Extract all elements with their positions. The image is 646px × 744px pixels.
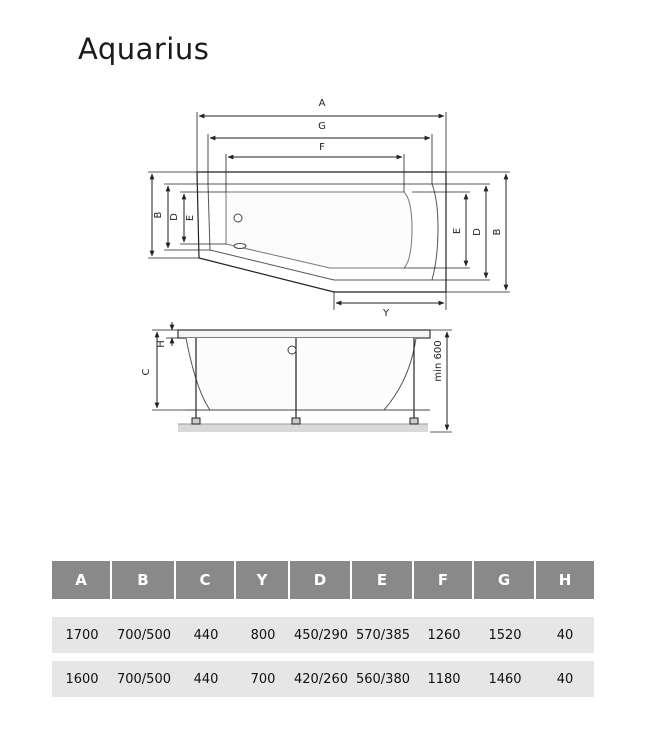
cell-a: 1700 [65, 627, 99, 643]
dim-label-f: F [319, 142, 325, 153]
cell-a: 1600 [65, 671, 99, 687]
page-title: Aquarius [78, 32, 210, 66]
dim-label-y: Y [382, 308, 390, 319]
cell-c: 440 [193, 627, 219, 643]
header-g: G [474, 561, 536, 599]
cell-y: 700 [250, 671, 276, 687]
header-e: E [352, 561, 414, 599]
top-view [148, 112, 510, 310]
header-c: C [176, 561, 236, 599]
cell-b: 700/500 [116, 627, 171, 643]
dimensions-table [52, 561, 594, 697]
cell-c: 440 [193, 671, 219, 687]
side-view [152, 322, 452, 432]
cell-h: 40 [556, 671, 574, 687]
dim-label-e-right: E [452, 227, 463, 235]
dim-label-d-right: D [472, 228, 483, 236]
cell-g: 1460 [488, 671, 522, 687]
cell-d: 450/290 [293, 627, 348, 643]
header-f: F [414, 561, 474, 599]
dim-label-e-left: E [185, 214, 196, 222]
header-a: A [52, 561, 112, 599]
dim-label-d-left: D [169, 213, 180, 221]
cell-b: 700/500 [116, 671, 171, 687]
cell-g: 1520 [488, 627, 522, 643]
dim-label-a: A [318, 98, 326, 109]
cell-h: 40 [556, 627, 574, 643]
cell-e: 570/385 [355, 627, 410, 643]
dim-label-min600: min 600 [433, 340, 444, 382]
cell-y: 800 [250, 627, 276, 643]
header-y: Y [236, 561, 290, 599]
cell-f: 1260 [427, 627, 461, 643]
dim-label-b-left: B [153, 211, 164, 219]
table-row [52, 661, 594, 697]
header-h: H [536, 561, 594, 599]
cell-e: 560/380 [355, 671, 410, 687]
cell-f: 1180 [427, 671, 461, 687]
header-d: D [290, 561, 352, 599]
dim-label-g: G [318, 121, 326, 132]
dim-label-h: H [156, 340, 167, 348]
table-header [52, 561, 594, 599]
header-b: B [112, 561, 176, 599]
table-row [52, 617, 594, 653]
cell-d: 420/260 [293, 671, 348, 687]
dim-label-c: C [141, 368, 152, 376]
dim-label-b-right: B [492, 228, 503, 236]
